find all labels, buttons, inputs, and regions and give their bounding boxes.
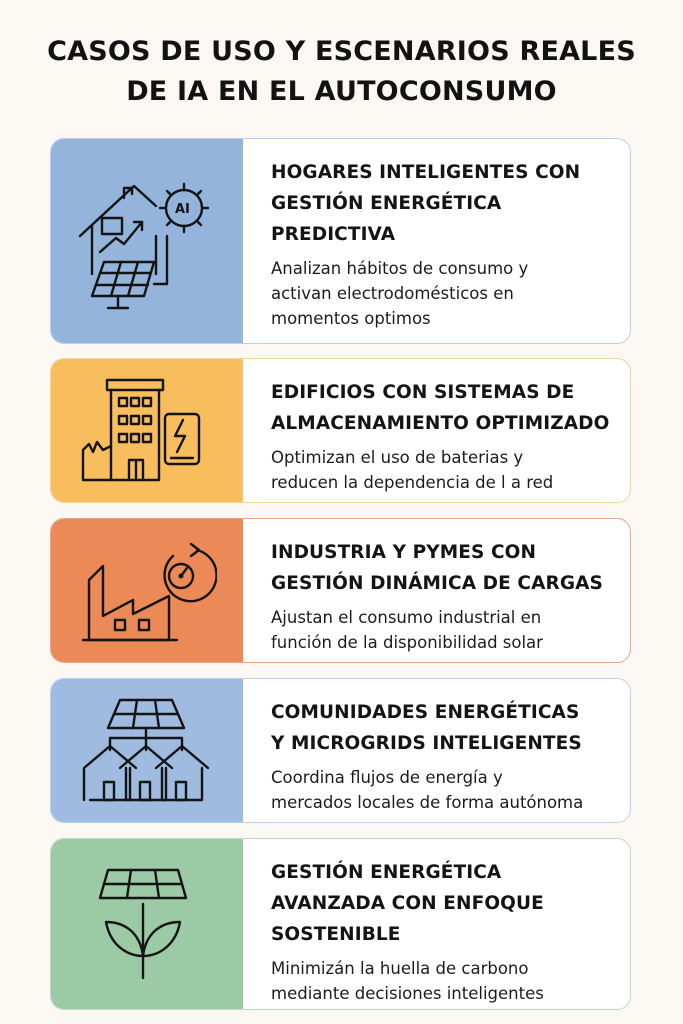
solar-panel-plant-icon bbox=[82, 864, 212, 984]
use-case-card-communities bbox=[50, 678, 631, 823]
card-icon-panel bbox=[51, 139, 243, 343]
card-title: COMUNIDADES ENERGÉTICAS Y MICROGRIDS INTELIGENTES bbox=[271, 702, 582, 754]
card-icon-panel bbox=[51, 679, 243, 822]
card-description: Optimizan el uso de baterias y reducen la dependencia de l a red bbox=[271, 448, 554, 492]
card-title: GESTIÓN ENERGÉTICA AVANZADA CON ENFOQUE SOSTENIBLE bbox=[271, 862, 544, 945]
building-battery-icon bbox=[77, 376, 217, 486]
use-case-card-industry bbox=[50, 518, 631, 663]
card-title: INDUSTRIA Y PYMES CON GESTIÓN DINÁMICA DE CARGAS bbox=[271, 542, 603, 594]
card-title: HOGARES INTELIGENTES CON GESTIÓN ENERGÉTICA PREDICTIVA bbox=[271, 162, 581, 245]
card-description: Analizan hábitos de consumo y activan electrodomésticos en momentos optimos bbox=[271, 259, 529, 328]
card-icon-panel bbox=[51, 359, 243, 502]
page-title-line-1: CASOS DE USO Y ESCENARIOS REALES bbox=[47, 36, 636, 67]
card-description: Ajustan el consumo industrial en función de la disponibilidad solar bbox=[271, 608, 543, 652]
card-description: Minimizán la huella de carbono mediante decisiones inteligentes bbox=[271, 959, 544, 1003]
use-case-card-smart-homes bbox=[50, 138, 631, 344]
use-case-card-sustainable bbox=[50, 838, 631, 1010]
factory-gauge-icon bbox=[77, 536, 217, 646]
page-title-line-2: DE IA EN EL AUTOCONSUMO bbox=[126, 76, 557, 107]
card-title: EDIFICIOS CON SISTEMAS DE ALMACENAMIENTO OPTIMIZADO bbox=[271, 382, 610, 434]
card-description: Coordina flujos de energía y mercados locales de forma autónoma bbox=[271, 768, 584, 812]
page-title bbox=[0, 32, 683, 112]
smart-home-solar-ai-icon bbox=[72, 166, 222, 316]
card-icon-panel bbox=[51, 839, 243, 1009]
use-case-card-buildings bbox=[50, 358, 631, 503]
card-icon-panel bbox=[51, 519, 243, 662]
ai-label: AI bbox=[175, 202, 190, 217]
solar-microgrid-houses-icon bbox=[72, 696, 222, 806]
